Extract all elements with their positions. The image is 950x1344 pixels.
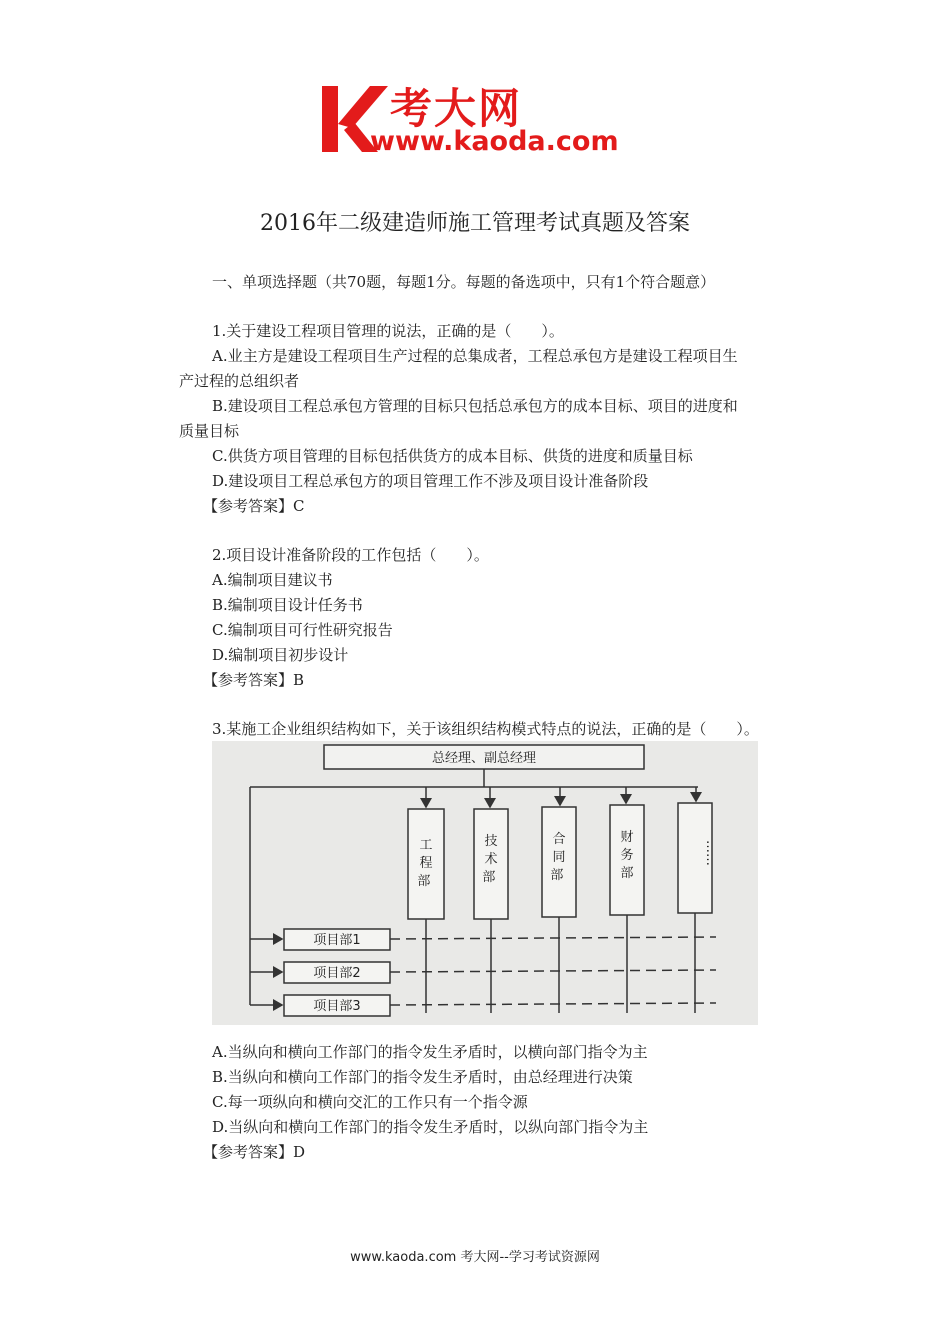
logo-brand-url: www.kaoda.com <box>370 126 619 157</box>
q1-answer: 【参考答案】C <box>203 497 305 515</box>
q2-question: 2.项目设计准备阶段的工作包括（ ）。 <box>212 546 489 564</box>
project-dept-3: 项目部3 <box>313 999 361 1014</box>
dept-engineering-label-char: 部 <box>417 874 431 889</box>
dept-finance-label-char: 部 <box>620 866 634 881</box>
q3-answer: 【参考答案】D <box>203 1143 306 1161</box>
dept-technical-label-char: 部 <box>482 870 496 885</box>
q1-option-d: D.建设项目工程总承包方的项目管理工作不涉及项目设计准备阶段 <box>212 472 649 490</box>
logo-brand-cn: 考大网 <box>390 84 523 133</box>
dept-engineering-label-char: 工 <box>419 838 433 853</box>
q2-option-b: B.编制项目设计任务书 <box>212 596 363 614</box>
dept-finance-label-char: 财 <box>620 830 634 845</box>
kaoda-logo <box>318 82 638 158</box>
page-title: 2016年二级建造师施工管理考试真题及答案 <box>260 211 690 236</box>
q1-option-a-cont: 产过程的总组织者 <box>179 372 300 390</box>
org-structure-diagram <box>212 741 758 1025</box>
q2-option-a: A.编制项目建议书 <box>212 571 333 589</box>
dept-contract-label-char: 合 <box>552 832 566 847</box>
q3-option-b: B.当纵向和横向工作部门的指令发生矛盾时，由总经理进行决策 <box>212 1068 633 1086</box>
q2-option-c: C.编制项目可行性研究报告 <box>212 621 393 639</box>
q3-option-a: A.当纵向和横向工作部门的指令发生矛盾时，以横向部门指令为主 <box>212 1043 648 1061</box>
dept-contract-label-char: 同 <box>552 850 566 865</box>
q1-option-a: A.业主方是建设工程项目生产过程的总集成者，工程总承包方是建设工程项目生 <box>212 347 738 365</box>
org-chart-svg <box>212 741 758 1025</box>
q1-option-b-cont: 质量目标 <box>179 422 240 440</box>
q1-option-c: C.供货方项目管理的目标包括供货方的成本目标、供货的进度和质量目标 <box>212 447 693 465</box>
dept-technical-label-char: 术 <box>484 852 498 867</box>
project-dept-1: 项目部1 <box>313 933 361 948</box>
project-dept-2: 项目部2 <box>313 966 361 981</box>
dept-technical-label-char: 技 <box>484 834 498 849</box>
page-footer: www.kaoda.com 考大网--学习考试资源网 <box>350 1250 600 1265</box>
q3-option-d: D.当纵向和横向工作部门的指令发生矛盾时，以纵向部门指令为主 <box>212 1118 649 1136</box>
q1-option-b: B.建设项目工程总承包方管理的目标只包括总承包方的成本目标、项目的进度和 <box>212 397 738 415</box>
dept-more: …… <box>703 840 718 866</box>
q3-option-c: C.每一项纵向和横向交汇的工作只有一个指令源 <box>212 1093 528 1111</box>
dept-contract-label-char: 部 <box>550 868 564 883</box>
q2-answer: 【参考答案】B <box>203 671 305 689</box>
section-heading: 一、单项选择题（共70题，每题1分。每题的备选项中，只有1个符合题意） <box>212 273 716 291</box>
dept-finance-label-char: 务 <box>620 848 634 863</box>
top-management-box: 总经理、副总经理 <box>431 751 537 766</box>
dept-engineering-label-char: 程 <box>419 856 433 871</box>
q1-question: 1.关于建设工程项目管理的说法，正确的是（ ）。 <box>212 322 564 340</box>
q2-option-d: D.编制项目初步设计 <box>212 646 349 664</box>
q3-question: 3.某施工企业组织结构如下，关于该组织结构模式特点的说法，正确的是（ ）。 <box>212 720 759 738</box>
svg-text:工程部 技术部 合同部 <box>417 829 633 889</box>
